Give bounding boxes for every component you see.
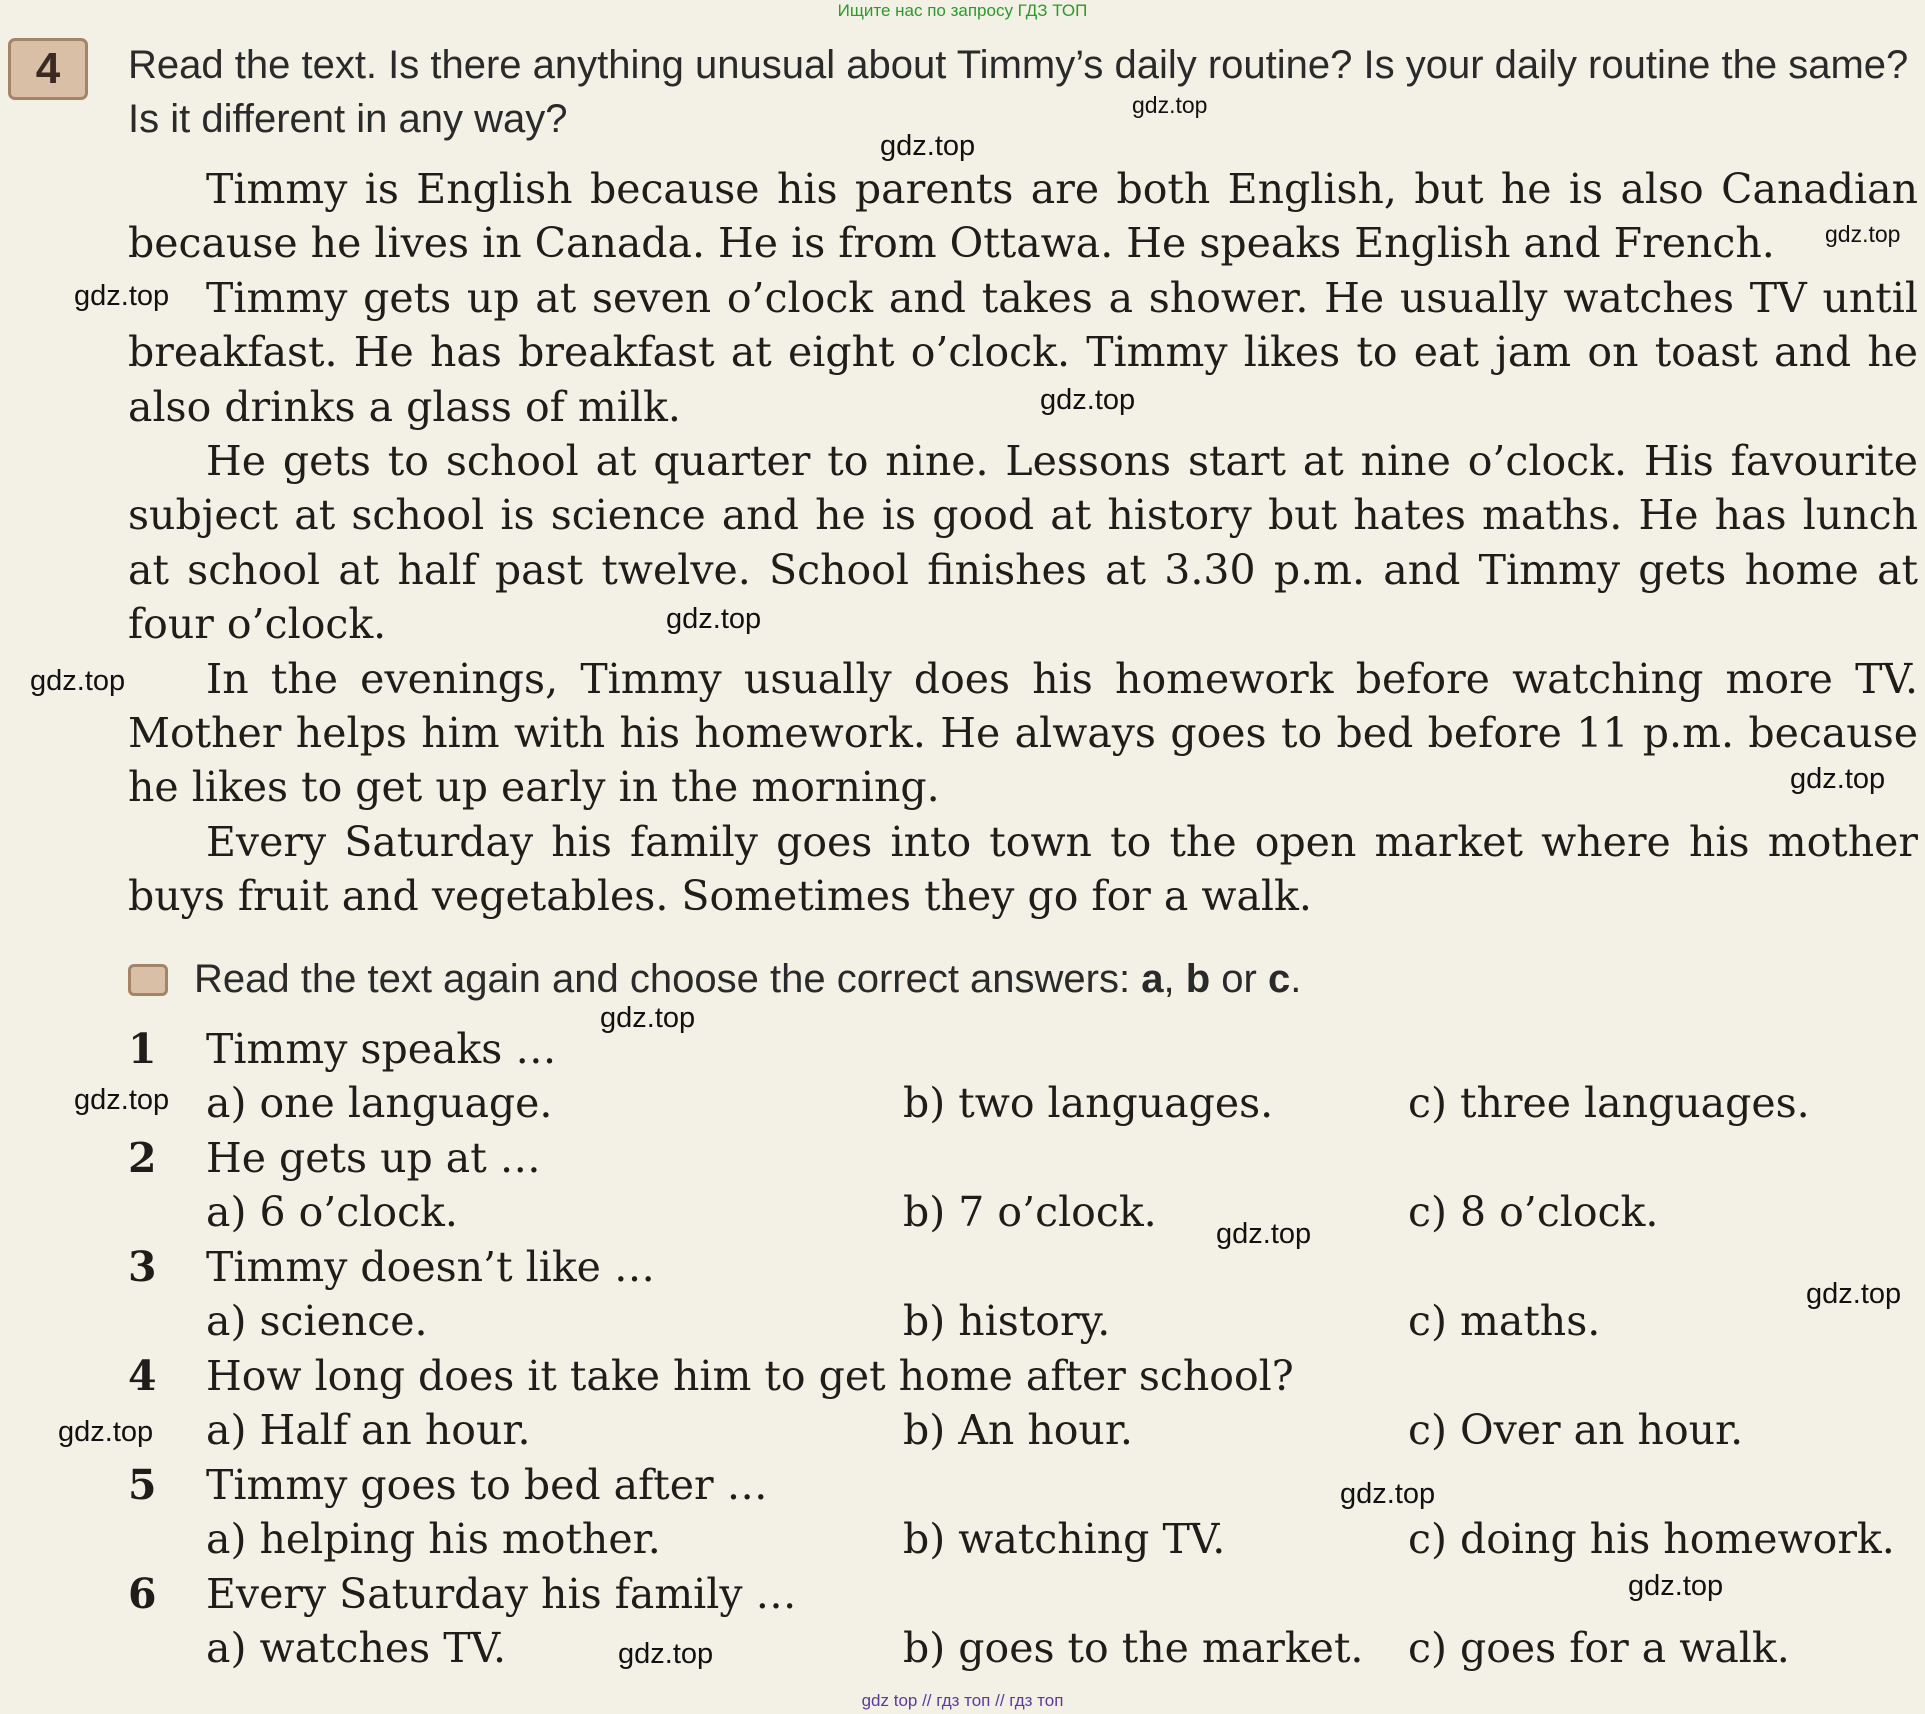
question-5-option-a[interactable]: a) helping his mother.	[206, 1515, 661, 1563]
task-separator: or	[1210, 957, 1268, 1001]
question-text: He gets up at …	[206, 1134, 541, 1182]
question-text: How long does it take him to get home after school?	[206, 1352, 1294, 1400]
watermark: gdz.top	[1132, 92, 1208, 118]
watermark: gdz.top	[1825, 221, 1901, 247]
question-4-option-c[interactable]: c) Over an hour.	[1408, 1406, 1744, 1454]
task-instruction	[194, 952, 1894, 1006]
question-3-option-c[interactable]: c) maths.	[1408, 1297, 1601, 1345]
top-banner: Ищите нас по запросу ГДЗ ТОП	[837, 1, 1088, 20]
option-letter-a: a	[1141, 957, 1164, 1001]
watermark: gdz.top	[74, 1084, 170, 1116]
option-letter-b: b	[1185, 957, 1211, 1001]
question-text: Timmy doesn’t like …	[206, 1243, 655, 1291]
question-6-option-c[interactable]: c) goes for a walk.	[1408, 1624, 1790, 1672]
question-5-option-c[interactable]: c) doing his homework.	[1408, 1515, 1895, 1563]
passage-paragraph: He gets to school at quarter to nine. Lessons start at nine o’clock. His favourite subject at school is science and he is good at history but hates maths. He has lunch at school at half past twelve. School finishes at 3.30 p.m. and Timmy gets home at four o’clock.	[128, 437, 1918, 649]
watermark: gdz.top	[880, 130, 976, 162]
watermark: gdz.top	[1790, 763, 1886, 795]
reading-passage	[128, 162, 1918, 924]
question-number: 5	[128, 1461, 157, 1509]
question-2-option-a[interactable]: a) 6 o’clock.	[206, 1188, 458, 1236]
question-6-option-a[interactable]: a) watches TV.	[206, 1624, 507, 1672]
question-1-option-a[interactable]: a) one language.	[206, 1079, 553, 1127]
question-1-option-c[interactable]: c) three languages.	[1408, 1079, 1810, 1127]
watermark: gdz.top	[58, 1416, 154, 1448]
task-instruction-text: Read the text again and choose the correct answers:	[194, 957, 1142, 1001]
watermark: gdz.top	[666, 603, 762, 635]
task-badge-icon	[128, 964, 168, 996]
question-5-option-b[interactable]: b) watching TV.	[903, 1515, 1226, 1563]
question-4-option-b[interactable]: b) An hour.	[903, 1406, 1133, 1454]
question-number: 2	[128, 1134, 157, 1182]
question-1-option-b[interactable]: b) two languages.	[903, 1079, 1274, 1127]
watermark: gdz.top	[1040, 384, 1136, 416]
question-3-option-a[interactable]: a) science.	[206, 1297, 428, 1345]
question-6-option-b[interactable]: b) goes to the market.	[903, 1624, 1364, 1672]
watermark: gdz.top	[30, 665, 126, 697]
watermark: gdz.top	[600, 1002, 696, 1034]
watermark: gdz.top	[618, 1638, 714, 1670]
question-number: 3	[128, 1243, 157, 1291]
option-letter-c: c	[1267, 957, 1291, 1001]
passage-paragraph: Timmy gets up at seven o’clock and takes a shower. He usually watches TV until breakfast. He has breakfast at eight o’clock. Timmy likes to eat jam on toast and he also drinks a glass of milk.	[128, 273, 1918, 431]
question-text: Every Saturday his family …	[206, 1570, 797, 1618]
question-number: 4	[128, 1352, 157, 1400]
question-2-option-b[interactable]: b) 7 o’clock.	[903, 1188, 1157, 1236]
watermark: gdz.top	[1628, 1570, 1724, 1602]
watermark: gdz.top	[74, 280, 170, 312]
watermark: gdz.top	[1340, 1478, 1436, 1510]
question-2-option-c[interactable]: c) 8 o’clock.	[1408, 1188, 1659, 1236]
watermark: gdz.top	[1216, 1218, 1312, 1250]
exercise-number-badge: 4	[8, 38, 88, 100]
question-number: 6	[128, 1570, 157, 1618]
passage-paragraph: Every Saturday his family goes into town to the open market where his mother buys fruit and vegetables. Sometimes they go for a walk.	[128, 817, 1918, 921]
question-text: Timmy goes to bed after …	[206, 1461, 768, 1509]
question-3-option-b[interactable]: b) history.	[903, 1297, 1111, 1345]
task-end: .	[1290, 957, 1302, 1001]
task-separator: ,	[1163, 957, 1186, 1001]
bottom-banner: gdz top // гдз топ // гдз топ	[861, 1691, 1064, 1710]
passage-paragraph: Timmy is English because his parents are both English, but he is also Canadian because he lives in Canada. He is from Ottawa. He speaks English and French.	[128, 165, 1918, 268]
question-4-option-a[interactable]: a) Half an hour.	[206, 1406, 531, 1454]
question-number: 1	[128, 1025, 157, 1073]
question-text: Timmy speaks …	[206, 1025, 557, 1073]
watermark: gdz.top	[1806, 1278, 1902, 1310]
passage-paragraph: In the evenings, Timmy usually does his homework before watching more TV. Mother helps him with his homework. He always goes to bed before 11 p.m. because he likes to get up early in the morning.	[128, 654, 1918, 812]
exercise-instruction: Read the text. Is there anything unusual about Timmy’s daily routine? Is your daily routine the same? Is it different in any way?	[128, 43, 1909, 141]
